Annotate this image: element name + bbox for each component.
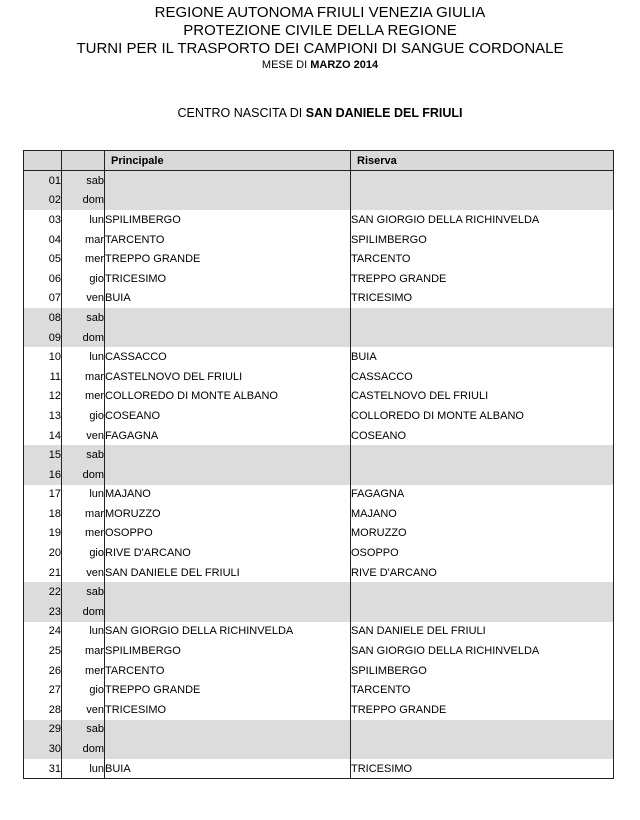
riserva-cell — [351, 328, 614, 348]
table-row — [24, 720, 614, 740]
day-number: 04 — [24, 230, 62, 250]
day-number: 25 — [24, 641, 62, 661]
riserva-cell: SPILIMBERGO — [351, 230, 614, 250]
weekday: gio — [62, 406, 105, 426]
table-row — [24, 563, 614, 583]
principale-cell: TARCENTO — [105, 230, 351, 250]
weekday: ven — [62, 426, 105, 446]
centro-nascita-line — [0, 106, 640, 120]
table-header-row — [24, 151, 614, 171]
shifts-table — [23, 150, 614, 779]
day-number: 28 — [24, 700, 62, 720]
riserva-cell — [351, 308, 614, 328]
principale-cell: SAN DANIELE DEL FRIULI — [105, 563, 351, 583]
day-number: 18 — [24, 504, 62, 524]
centro-name: SAN DANIELE DEL FRIULI — [305, 106, 463, 120]
weekday: gio — [62, 680, 105, 700]
weekday: dom — [62, 739, 105, 759]
principale-cell — [105, 171, 351, 191]
table-row — [24, 504, 614, 524]
weekday: mar — [62, 230, 105, 250]
table-row — [24, 171, 614, 191]
riserva-cell: CASSACCO — [351, 367, 614, 387]
principale-cell: TRICESIMO — [105, 269, 351, 289]
principale-cell: SPILIMBERGO — [105, 210, 351, 230]
table-row — [24, 367, 614, 387]
principale-cell: TARCENTO — [105, 661, 351, 681]
riserva-cell: SPILIMBERGO — [351, 661, 614, 681]
riserva-cell: RIVE D'ARCANO — [351, 563, 614, 583]
table-row — [24, 700, 614, 720]
day-number: 12 — [24, 387, 62, 407]
principale-cell — [105, 445, 351, 465]
riserva-cell: MAJANO — [351, 504, 614, 524]
weekday: sab — [62, 720, 105, 740]
day-number: 23 — [24, 602, 62, 622]
riserva-cell: SAN DANIELE DEL FRIULI — [351, 622, 614, 642]
header-principale: Principale — [105, 151, 351, 171]
riserva-cell — [351, 602, 614, 622]
riserva-cell — [351, 191, 614, 211]
riserva-cell: TARCENTO — [351, 680, 614, 700]
table-row — [24, 210, 614, 230]
table-row — [24, 191, 614, 211]
header-riserva: Riserva — [351, 151, 614, 171]
weekday: mer — [62, 249, 105, 269]
table-row — [24, 582, 614, 602]
day-number: 14 — [24, 426, 62, 446]
riserva-cell — [351, 445, 614, 465]
day-number: 15 — [24, 445, 62, 465]
principale-cell — [105, 465, 351, 485]
day-number: 21 — [24, 563, 62, 583]
riserva-cell: TREPPO GRANDE — [351, 269, 614, 289]
region-title: REGIONE AUTONOMA FRIULI VENEZIA GIULIA — [154, 4, 486, 21]
month-line — [0, 58, 640, 72]
principale-cell — [105, 739, 351, 759]
principale-cell — [105, 191, 351, 211]
riserva-cell: TREPPO GRANDE — [351, 700, 614, 720]
table-row — [24, 739, 614, 759]
riserva-cell: COSEANO — [351, 426, 614, 446]
weekday: ven — [62, 700, 105, 720]
riserva-cell: TRICESIMO — [351, 759, 614, 779]
day-number: 02 — [24, 191, 62, 211]
riserva-cell: CASTELNOVO DEL FRIULI — [351, 387, 614, 407]
day-number: 16 — [24, 465, 62, 485]
table-row — [24, 406, 614, 426]
day-number: 09 — [24, 328, 62, 348]
weekday: sab — [62, 582, 105, 602]
riserva-cell — [351, 739, 614, 759]
day-number: 03 — [24, 210, 62, 230]
principale-cell: SAN GIORGIO DELLA RICHINVELDA — [105, 622, 351, 642]
day-number: 24 — [24, 622, 62, 642]
table-row — [24, 269, 614, 289]
centro-prefix: CENTRO NASCITA DI — [177, 106, 306, 120]
principale-cell: CASTELNOVO DEL FRIULI — [105, 367, 351, 387]
weekday: mer — [62, 524, 105, 544]
principale-cell — [105, 720, 351, 740]
table-row — [24, 661, 614, 681]
day-number: 17 — [24, 485, 62, 505]
weekday: gio — [62, 543, 105, 563]
table-row — [24, 641, 614, 661]
weekday: lun — [62, 622, 105, 642]
principale-cell: CASSACCO — [105, 347, 351, 367]
principale-cell: COLLOREDO DI MONTE ALBANO — [105, 387, 351, 407]
table-row — [24, 347, 614, 367]
principale-cell: TRICESIMO — [105, 700, 351, 720]
weekday: sab — [62, 445, 105, 465]
weekday: mer — [62, 661, 105, 681]
principale-cell: FAGAGNA — [105, 426, 351, 446]
day-number: 31 — [24, 759, 62, 779]
day-number: 22 — [24, 582, 62, 602]
principale-cell: BUIA — [105, 759, 351, 779]
document-header — [0, 0, 640, 72]
day-number: 30 — [24, 739, 62, 759]
principale-cell — [105, 582, 351, 602]
day-number: 13 — [24, 406, 62, 426]
riserva-cell: FAGAGNA — [351, 485, 614, 505]
table-row — [24, 485, 614, 505]
riserva-cell — [351, 582, 614, 602]
table-row — [24, 680, 614, 700]
table-row — [24, 426, 614, 446]
principale-cell — [105, 308, 351, 328]
table-row — [24, 602, 614, 622]
table-row — [24, 230, 614, 250]
principale-cell: RIVE D'ARCANO — [105, 543, 351, 563]
day-number: 05 — [24, 249, 62, 269]
principale-cell: MAJANO — [105, 485, 351, 505]
weekday: sab — [62, 308, 105, 328]
weekday: dom — [62, 465, 105, 485]
weekday: gio — [62, 269, 105, 289]
weekday: ven — [62, 563, 105, 583]
day-number: 11 — [24, 367, 62, 387]
riserva-cell — [351, 465, 614, 485]
riserva-cell: MORUZZO — [351, 524, 614, 544]
day-number: 08 — [24, 308, 62, 328]
principale-cell: OSOPPO — [105, 524, 351, 544]
principale-cell: MORUZZO — [105, 504, 351, 524]
table-row — [24, 622, 614, 642]
table-row — [24, 249, 614, 269]
weekday: mar — [62, 367, 105, 387]
day-number: 06 — [24, 269, 62, 289]
weekday: dom — [62, 328, 105, 348]
table-row — [24, 289, 614, 309]
day-number: 07 — [24, 289, 62, 309]
day-number: 01 — [24, 171, 62, 191]
day-number: 10 — [24, 347, 62, 367]
department-title: PROTEZIONE CIVILE DELLA REGIONE — [183, 22, 457, 39]
day-number: 29 — [24, 720, 62, 740]
riserva-cell: TARCENTO — [351, 249, 614, 269]
table-row — [24, 328, 614, 348]
weekday: lun — [62, 759, 105, 779]
table-row — [24, 387, 614, 407]
table-body — [24, 171, 614, 779]
table-row — [24, 759, 614, 779]
principale-cell: SPILIMBERGO — [105, 641, 351, 661]
riserva-cell — [351, 720, 614, 740]
principale-cell: TREPPO GRANDE — [105, 249, 351, 269]
day-number: 26 — [24, 661, 62, 681]
weekday: ven — [62, 289, 105, 309]
table-row — [24, 308, 614, 328]
weekday: dom — [62, 602, 105, 622]
table-row — [24, 543, 614, 563]
riserva-cell: TRICESIMO — [351, 289, 614, 309]
day-number: 27 — [24, 680, 62, 700]
day-number: 19 — [24, 524, 62, 544]
riserva-cell: OSOPPO — [351, 543, 614, 563]
header-day-cell — [62, 151, 105, 171]
table-row — [24, 465, 614, 485]
table-row — [24, 524, 614, 544]
riserva-cell: COLLOREDO DI MONTE ALBANO — [351, 406, 614, 426]
header-num-cell — [24, 151, 62, 171]
riserva-cell: SAN GIORGIO DELLA RICHINVELDA — [351, 210, 614, 230]
document-title: TURNI PER IL TRASPORTO DEI CAMPIONI DI SANGUE CORDONALE — [76, 40, 564, 57]
month-prefix: MESE DI — [261, 59, 311, 71]
principale-cell: COSEANO — [105, 406, 351, 426]
weekday: mar — [62, 641, 105, 661]
weekday: mer — [62, 387, 105, 407]
day-number: 20 — [24, 543, 62, 563]
table-row — [24, 445, 614, 465]
month-value: MARZO 2014 — [310, 59, 379, 71]
principale-cell: TREPPO GRANDE — [105, 680, 351, 700]
principale-cell: BUIA — [105, 289, 351, 309]
weekday: lun — [62, 347, 105, 367]
principale-cell — [105, 602, 351, 622]
riserva-cell: SAN GIORGIO DELLA RICHINVELDA — [351, 641, 614, 661]
weekday: lun — [62, 485, 105, 505]
riserva-cell — [351, 171, 614, 191]
weekday: mar — [62, 504, 105, 524]
weekday: dom — [62, 191, 105, 211]
riserva-cell: BUIA — [351, 347, 614, 367]
weekday: sab — [62, 171, 105, 191]
weekday: lun — [62, 210, 105, 230]
principale-cell — [105, 328, 351, 348]
